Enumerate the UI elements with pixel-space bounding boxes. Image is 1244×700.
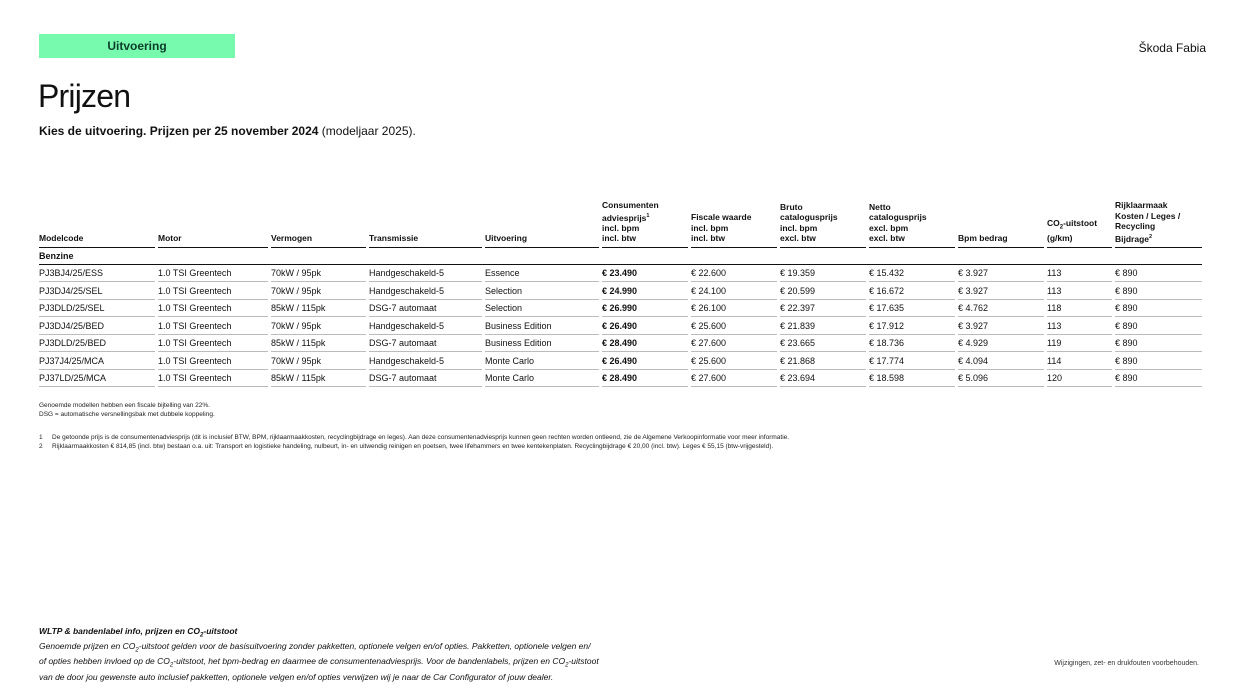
- column-header-line: adviesprijs$^1$: [602, 212, 650, 223]
- footnote: [39, 433, 789, 442]
- table-cell: € 17.912: [869, 317, 955, 335]
- table-cell: € 5.096: [958, 370, 1044, 388]
- table-cell: DSG-7 automaat: [369, 300, 482, 318]
- table-cell: € 23.490: [602, 265, 688, 283]
- table-cell: € 18.598: [869, 370, 955, 388]
- column-header-line: Recycling: [1115, 221, 1156, 231]
- footnote-number: 1: [39, 434, 43, 441]
- column-header-line: (g/km): [1047, 233, 1073, 244]
- table-cell: € 19.359: [780, 265, 866, 283]
- table-cell: 1.0 TSI Greentech: [158, 282, 268, 300]
- table-cell: Handgeschakeld-5: [369, 265, 482, 283]
- wltp-line: Genoemde prijzen en $CO_2$-uitstoot gelden voor de basisuitvoering zonder pakketten, optionele velgen en/of opties. Pakketten, optionele velgen en/: [39, 641, 591, 654]
- column-header-line: excl. btw: [869, 233, 905, 244]
- table-cell: € 3.927: [958, 317, 1044, 335]
- column-header: [602, 200, 688, 248]
- table-cell: 113: [1047, 282, 1112, 300]
- table-cell: € 26.100: [691, 300, 777, 318]
- column-header: [958, 200, 1044, 248]
- table-cell: € 18.736: [869, 335, 955, 353]
- wltp-line: van de door jou gewenste auto inclusief pakketten, optionele velgen en/of opties verwijzen wij je naar de Car Configurator of jouw dealer.: [39, 671, 554, 682]
- table-cell: € 21.839: [780, 317, 866, 335]
- notes: [39, 402, 215, 419]
- column-header-line: Fiscale waarde: [691, 212, 752, 223]
- column-header-line: Modelcode: [39, 233, 84, 244]
- table-cell: € 4.762: [958, 300, 1044, 318]
- subtitle-bold: Kies de uitvoering. Prijzen per 25 november 2024: [39, 124, 319, 138]
- table-cell: € 24.990: [602, 282, 688, 300]
- table-cell: Monte Carlo: [485, 370, 599, 388]
- page-subtitle: [39, 124, 416, 138]
- note-line: DSG = automatische versnellingsbak met dubbele koppeling.: [39, 410, 215, 418]
- table-cell: € 28.490: [602, 335, 688, 353]
- price-table: [36, 200, 1205, 387]
- column-header-line: $CO_2$-uitstoot: [1047, 218, 1098, 231]
- table-cell: 70kW / 95pk: [271, 317, 366, 335]
- table-cell: Business Edition: [485, 317, 599, 335]
- column-header: [869, 200, 955, 248]
- column-header-line: Uitvoering: [485, 233, 528, 244]
- table-row: [39, 282, 1202, 300]
- group-label: Benzine: [39, 248, 1202, 265]
- table-cell: € 26.490: [602, 317, 688, 335]
- table-cell: € 20.599: [780, 282, 866, 300]
- table-cell: € 17.774: [869, 352, 955, 370]
- table-cell: 85kW / 115pk: [271, 300, 366, 318]
- table-cell: € 28.490: [602, 370, 688, 388]
- table-cell: € 890: [1115, 335, 1202, 353]
- table-cell: PJ3DLD/25/SEL: [39, 300, 155, 318]
- table-cell: PJ37LD/25/MCA: [39, 370, 155, 388]
- page-title: Prijzen: [38, 78, 131, 114]
- table-cell: Handgeschakeld-5: [369, 282, 482, 300]
- table-cell: € 25.600: [691, 317, 777, 335]
- table-cell: Essence: [485, 265, 599, 283]
- table-cell: € 16.672: [869, 282, 955, 300]
- table-cell: € 15.432: [869, 265, 955, 283]
- table-cell: PJ3DJ4/25/BED: [39, 317, 155, 335]
- section-tag-label: Uitvoering: [107, 39, 167, 53]
- table-cell: 113: [1047, 265, 1112, 283]
- table-cell: € 26.990: [602, 300, 688, 318]
- table-cell: € 4.094: [958, 352, 1044, 370]
- table-cell: € 22.600: [691, 265, 777, 283]
- table-cell: 119: [1047, 335, 1112, 353]
- column-header-line: catalogusprijs: [780, 212, 838, 223]
- table-cell: Handgeschakeld-5: [369, 317, 482, 335]
- table-cell: 85kW / 115pk: [271, 335, 366, 353]
- table-cell: 1.0 TSI Greentech: [158, 265, 268, 283]
- column-header: [158, 200, 268, 248]
- column-header: [39, 200, 155, 248]
- table-cell: 1.0 TSI Greentech: [158, 300, 268, 318]
- table-cell: € 27.600: [691, 335, 777, 353]
- group-row: [39, 248, 1202, 265]
- table-cell: 70kW / 95pk: [271, 265, 366, 283]
- table-cell: Business Edition: [485, 335, 599, 353]
- column-header-line: catalogusprijs: [869, 212, 927, 223]
- table-cell: PJ3DJ4/25/SEL: [39, 282, 155, 300]
- column-header-line: excl. bpm: [869, 222, 909, 233]
- column-header-line: Motor: [158, 233, 182, 244]
- footnote: [39, 442, 789, 451]
- table-cell: € 17.635: [869, 300, 955, 318]
- table-row: [39, 265, 1202, 283]
- wltp-line: of opties hebben invloed op de $CO_2$-uitstoot, het bpm-bedrag en daarmee de consumentenadviesprijs. Voor de bandenlabels, prijzen en $CO_2$-uitstoot: [39, 656, 599, 670]
- table-cell: 85kW / 115pk: [271, 370, 366, 388]
- column-header: [1115, 200, 1202, 248]
- wltp-info: [39, 626, 629, 682]
- table-cell: 1.0 TSI Greentech: [158, 317, 268, 335]
- column-header-line: Bruto: [780, 201, 803, 212]
- column-header: [369, 200, 482, 248]
- table-cell: € 890: [1115, 370, 1202, 388]
- table-row: [39, 300, 1202, 318]
- column-header-line: Netto: [869, 201, 891, 212]
- table-row: [39, 370, 1202, 388]
- table-cell: € 27.600: [691, 370, 777, 388]
- table-row: [39, 317, 1202, 335]
- table-cell: € 26.490: [602, 352, 688, 370]
- table-row: [39, 352, 1202, 370]
- table-cell: PJ37J4/25/MCA: [39, 352, 155, 370]
- footnote-text: Rijklaarmaakkosten € 814,85 (incl. btw) bestaan o.a. uit: Transport en logistieke handeling, nulbeurt, in- en uitwendig reinigen en poetsen, twee lifehammers en twee kentekenplaten. Recyclingbijdrage € 20,00 (incl. btw). Leges € 55,15 (btw-vrijgesteld).: [52, 443, 774, 450]
- column-header: [271, 200, 366, 248]
- table-cell: 118: [1047, 300, 1112, 318]
- table-cell: € 23.665: [780, 335, 866, 353]
- section-tag: [39, 34, 235, 58]
- table-cell: € 25.600: [691, 352, 777, 370]
- table-cell: € 4.929: [958, 335, 1044, 353]
- table-cell: € 22.397: [780, 300, 866, 318]
- table-cell: € 890: [1115, 300, 1202, 318]
- table-cell: € 3.927: [958, 282, 1044, 300]
- table-cell: PJ3DLD/25/BED: [39, 335, 155, 353]
- table-cell: € 23.694: [780, 370, 866, 388]
- table-cell: 113: [1047, 317, 1112, 335]
- table-cell: 70kW / 95pk: [271, 352, 366, 370]
- table-cell: 114: [1047, 352, 1112, 370]
- column-header: [485, 200, 599, 248]
- column-header-line: Vermogen: [271, 233, 313, 244]
- column-header-line: incl. bpm: [780, 222, 818, 233]
- column-header-line: Bpm bedrag: [958, 233, 1008, 244]
- note-line: Genoemde modellen hebben een fiscale bijtelling van 22%.: [39, 402, 210, 409]
- column-header-line: Transmissie: [369, 233, 419, 244]
- footnote-number: 2: [39, 443, 43, 450]
- table-cell: Handgeschakeld-5: [369, 352, 482, 370]
- table-cell: 1.0 TSI Greentech: [158, 352, 268, 370]
- brand-name: Škoda Fabia: [1138, 41, 1206, 55]
- table-cell: € 890: [1115, 265, 1202, 283]
- table-cell: Selection: [485, 300, 599, 318]
- table-cell: 120: [1047, 370, 1112, 388]
- table-row: [39, 335, 1202, 353]
- column-header: [1047, 200, 1112, 248]
- column-header-line: excl. btw: [780, 233, 816, 244]
- table-cell: DSG-7 automaat: [369, 335, 482, 353]
- footnote-text: De getoonde prijs is de consumentenadviesprijs (dit is inclusief BTW, BPM, rijklaarmaakkosten, recyclingbijdrage en leges). Aan deze consumentenadviesprijs kunnen geen rechten worden ontleend, zie de Algemene Verkoopinformatie voor meer informatie.: [52, 434, 790, 441]
- table-cell: 1.0 TSI Greentech: [158, 370, 268, 388]
- column-header-line: Rijklaarmaak: [1115, 200, 1168, 210]
- column-header-line: incl. btw: [602, 233, 636, 244]
- table-cell: € 21.868: [780, 352, 866, 370]
- table-cell: Selection: [485, 282, 599, 300]
- column-header: [780, 200, 866, 248]
- column-header-line: incl. bpm: [602, 222, 640, 233]
- table-cell: € 890: [1115, 282, 1202, 300]
- table-cell: € 890: [1115, 352, 1202, 370]
- column-header-line: Kosten / Leges /: [1115, 210, 1181, 221]
- table-cell: PJ3BJ4/25/ESS: [39, 265, 155, 283]
- column-header: [691, 200, 777, 248]
- table-cell: 1.0 TSI Greentech: [158, 335, 268, 353]
- wltp-body: [39, 641, 629, 682]
- column-header-line: Bijdrage$^2$: [1115, 233, 1153, 244]
- footnotes: [39, 433, 789, 451]
- column-header-line: Consumenten: [602, 200, 659, 210]
- table-cell: Monte Carlo: [485, 352, 599, 370]
- table-body: [39, 248, 1202, 388]
- table-cell: € 24.100: [691, 282, 777, 300]
- table-cell: DSG-7 automaat: [369, 370, 482, 388]
- disclaimer: Wijzigingen, zet- en drukfouten voorbehouden.: [1054, 660, 1199, 667]
- subtitle-rest: (modeljaar 2025).: [318, 124, 416, 138]
- wltp-heading: WLTP & bandenlabel info, prijzen en $CO_2$-uitstoot: [39, 626, 238, 639]
- table-cell: € 890: [1115, 317, 1202, 335]
- column-header-line: incl. btw: [691, 233, 725, 244]
- table-cell: € 3.927: [958, 265, 1044, 283]
- table-cell: 70kW / 95pk: [271, 282, 366, 300]
- table-header-row: [39, 200, 1202, 248]
- column-header-line: incl. bpm: [691, 222, 729, 233]
